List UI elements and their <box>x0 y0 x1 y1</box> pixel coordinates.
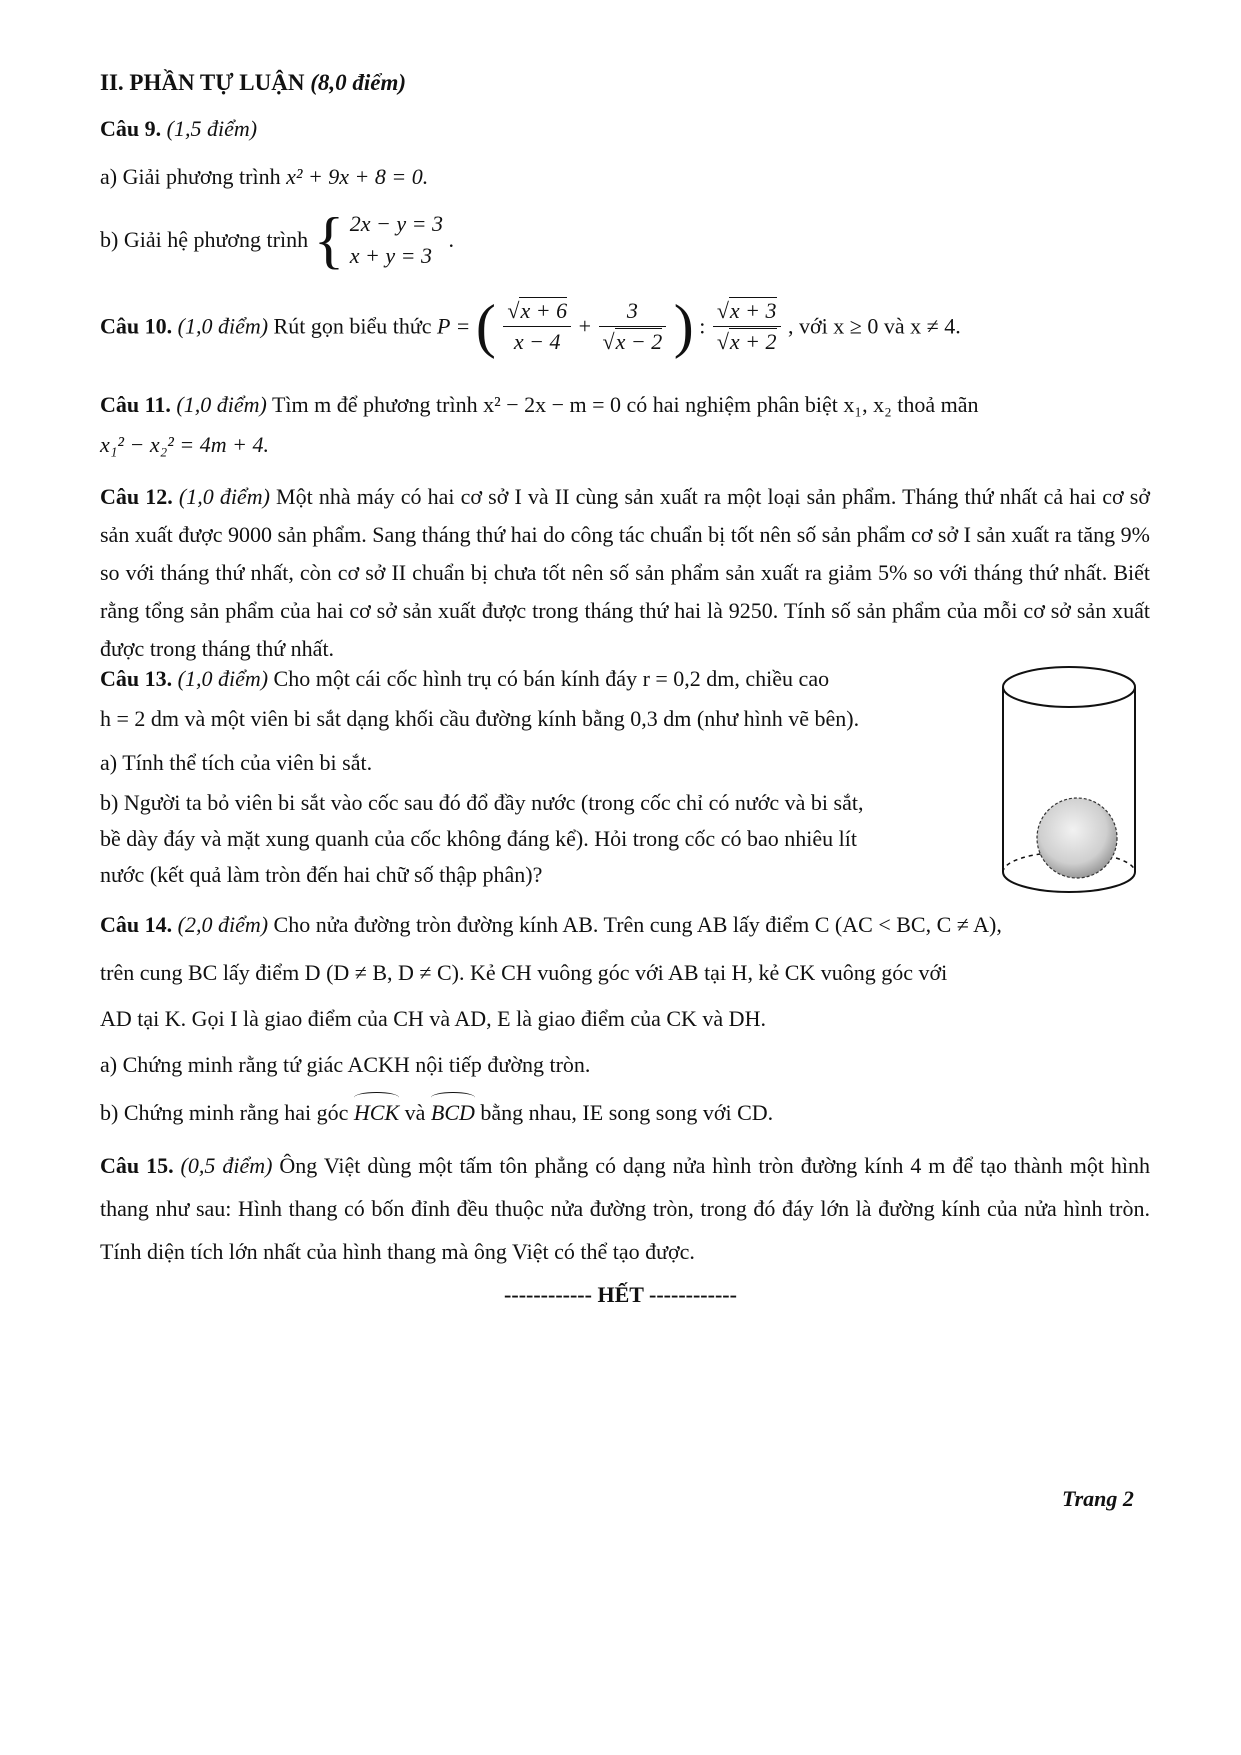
q10-p: P = <box>437 313 471 339</box>
q11-label: Câu 11. <box>100 392 171 417</box>
divide-sign: : <box>699 313 706 339</box>
q9-b-text: b) Giải hệ phương trình <box>100 227 309 252</box>
cylinder-figure <box>995 662 1145 900</box>
open-paren: ( <box>475 293 496 359</box>
q15-text: Ông Việt dùng một tấm tôn phẳng có dạng nửa hình tròn đường kính 4 m để tạo thành một hình thang như sau: Hình thang có bốn đỉnh đều thuộc nửa đường tròn, trong đó đáy lớn là đường kính của nửa hình tròn. Tính diện tích lớn nhất của hình thang mà ông Việt có thể tạo được. <box>100 1153 1151 1264</box>
sqrt-symbol: √ <box>716 298 729 323</box>
q10-line <box>100 292 961 361</box>
q13-line-2: h = 2 dm và một viên bi sắt dạng khối cầu đường kính bằng 0,3 dm (như hình vẽ bên). <box>100 706 860 731</box>
q9-a-text: a) Giải phương trình <box>100 164 281 189</box>
q14-b-post: bằng nhau, IE song song với CD. <box>480 1100 774 1125</box>
q13-line-1 <box>100 664 829 694</box>
page-number: Trang 2 <box>1062 1486 1134 1511</box>
section-points: (8,0 điểm) <box>310 70 407 95</box>
system-eq-2: x + y = 3 <box>349 243 433 268</box>
q13-part-b-2: bề dày đáy và mặt xung quanh của cốc không đáng kể). Hỏi trong cốc có bao nhiêu lít <box>100 826 857 851</box>
q14-points: (2,0 điểm) <box>177 912 269 937</box>
q13-part-b-1: b) Người ta bỏ viên bi sắt vào cốc sau đó đổ đầy nước (trong cốc chỉ có nước và bi sắt, <box>100 790 864 815</box>
q13-part-b-3: nước (kết quả làm tròn đến hai chữ số thập phân)? <box>100 862 543 887</box>
q11-text-1: Tìm m để phương trình x² − 2x − m = 0 có hai nghiệm phân biệt x₁, x₂ thoả mãn <box>271 392 979 417</box>
end-marker: ------------ HẾT ------------ <box>504 1282 737 1307</box>
q15-label: Câu 15. <box>100 1153 174 1178</box>
system-eq-1: 2x − y = 3 <box>349 211 444 236</box>
frac1-denominator: x − 4 <box>513 329 561 354</box>
q15-paragraph <box>100 1144 1150 1273</box>
equation-system <box>350 208 443 272</box>
fraction-1 <box>503 296 571 357</box>
close-paren: ) <box>673 293 694 359</box>
q12-text: Một nhà máy có hai cơ sở I và II cùng sản xuất ra một loại sản phẩm. Tháng thứ nhất cả hai cơ sở sản xuất được 9000 sản phẩm. Sang tháng thứ hai do công tác chuẩn bị tốt nên số sản phẩm cơ sở I sản xuất ra tăng 9% so với tháng thứ nhất, còn cơ sở II chuẩn bị chưa tốt nên số sản phẩm sản xuất ra giảm 5% so với tháng thứ nhất. Biết rằng tổng sản phẩm của hai cơ sở sản xuất được trong tháng thứ hai là 9250. Tính số sản phẩm của mỗi cơ sở sản xuất được trong tháng thứ nhất. <box>100 484 1150 661</box>
q11-line-1 <box>100 390 979 420</box>
q14-b-and: và <box>404 1100 426 1125</box>
sqrt-symbol: √ <box>716 329 729 354</box>
q12-label: Câu 12. <box>100 484 173 509</box>
sqrt-symbol: √ <box>507 298 520 323</box>
q9-a-equation: x² + 9x + 8 = 0. <box>286 164 429 189</box>
q13-part-a: a) Tính thể tích của viên bi sắt. <box>100 750 373 775</box>
q12-paragraph <box>100 478 1150 668</box>
plus-sign: + <box>578 313 592 339</box>
q14-line-3: AD tại K. Gọi I là giao điểm của CH và AD, E là giao điểm của CK và DH. <box>100 1006 766 1031</box>
frac2-denominator: x − 2 <box>615 329 663 354</box>
frac1-numerator: x + 6 <box>520 298 568 323</box>
q13-label: Câu 13. <box>100 666 173 691</box>
frac2-numerator: 3 <box>599 296 667 327</box>
q14-text-1: Cho nửa đường tròn đường kính AB. Trên cung AB lấy điểm C (AC < BC, C ≠ A), <box>273 912 1002 937</box>
q10-label: Câu 10. <box>100 313 173 339</box>
cylinder-top-ellipse <box>1003 667 1135 707</box>
q15-points: (0,5 điểm) <box>180 1153 273 1178</box>
q9-points: (1,5 điểm) <box>166 116 258 141</box>
q9-part-b <box>100 204 455 275</box>
q9-label: Câu 9. <box>100 116 162 141</box>
q14-b-pre: b) Chứng minh rằng hai góc <box>100 1100 349 1125</box>
q10-condition: , với x ≥ 0 và x ≠ 4. <box>788 313 961 339</box>
q9-b-end: . <box>448 227 455 252</box>
q9-heading <box>100 114 257 144</box>
fraction-3 <box>713 296 781 357</box>
angle-bcd: BCD <box>431 1098 475 1128</box>
fraction-2 <box>599 296 667 357</box>
q14-line-2: trên cung BC lấy điểm D (D ≠ B, D ≠ C). Kẻ CH vuông góc với AB tại H, kẻ CK vuông góc với <box>100 960 948 985</box>
angle-hck: HCK <box>354 1098 399 1128</box>
frac3-denominator: x + 2 <box>729 329 777 354</box>
q14-line-1 <box>100 910 1002 940</box>
q11-line-2: x₁² − x₂² = 4m + 4. <box>100 432 269 457</box>
q10-text: Rút gọn biểu thức <box>273 313 432 339</box>
q14-part-a: a) Chứng minh rằng tứ giác ACKH nội tiếp đường tròn. <box>100 1052 591 1077</box>
sqrt-symbol: √ <box>602 329 615 354</box>
q9-part-a <box>100 162 428 192</box>
iron-ball <box>1037 798 1117 878</box>
q12-points: (1,0 điểm) <box>178 484 270 509</box>
section-heading <box>100 68 406 98</box>
q11-points: (1,0 điểm) <box>176 392 267 417</box>
frac3-numerator: x + 3 <box>729 298 777 323</box>
q14-label: Câu 14. <box>100 912 173 937</box>
q13-text-1: Cho một cái cốc hình trụ có bán kính đáy r = 0,2 dm, chiều cao <box>273 666 830 691</box>
system-brace: { <box>313 204 345 275</box>
q14-part-b <box>100 1098 773 1128</box>
q10-points: (1,0 điểm) <box>177 313 269 339</box>
section-title: II. PHẦN TỰ LUẬN <box>100 70 305 95</box>
q13-points: (1,0 điểm) <box>177 666 269 691</box>
